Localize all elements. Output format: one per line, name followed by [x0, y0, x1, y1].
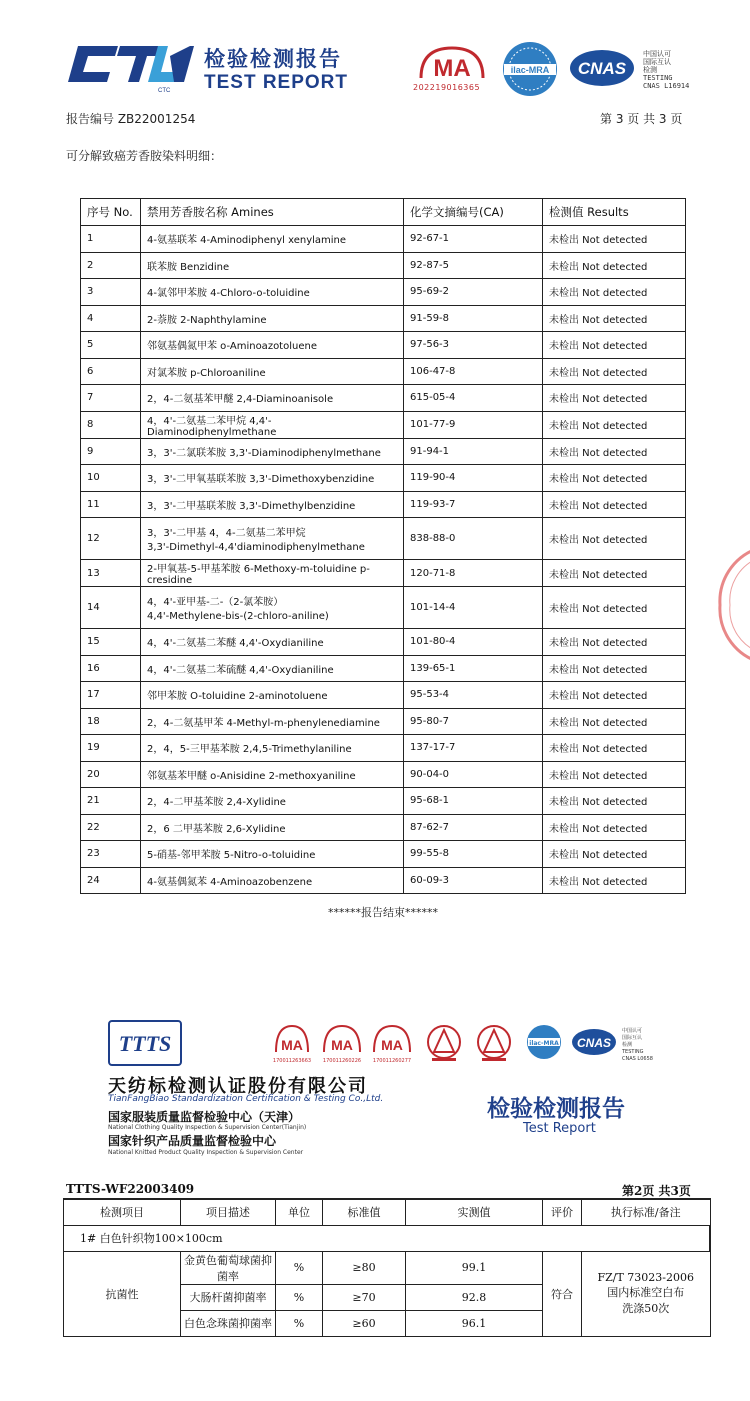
row-ca-number: 91-94-1 — [404, 438, 543, 465]
row-result: 未检出 Not detected — [543, 305, 686, 332]
row-number: 13 — [81, 560, 141, 587]
table-row — [81, 518, 686, 560]
row-number: 7 — [81, 385, 141, 412]
cnas-logo-text: CNAS — [577, 59, 627, 78]
table-row — [81, 465, 686, 492]
svg-text:170011263663: 170011263663 — [272, 1058, 312, 1064]
category-cell: 抗菌性 — [64, 1251, 181, 1336]
cma-logo-text: MA — [433, 55, 471, 82]
row-measured: 96.1 — [406, 1310, 543, 1336]
row-ca-number: 119-93-7 — [404, 491, 543, 518]
row-number: 19 — [81, 735, 141, 762]
row-number: 4 — [81, 305, 141, 332]
row-number: 18 — [81, 708, 141, 735]
row-number: 2 — [81, 252, 141, 279]
table-row — [81, 682, 686, 709]
svg-text:CNAS: CNAS — [576, 1036, 612, 1050]
row-result: 未检出 Not detected — [543, 788, 686, 815]
report2-title-cn: 检验检测报告 — [487, 1095, 625, 1122]
svg-text:中国认可: 中国认可 — [622, 1028, 643, 1034]
row-ca-number: 92-87-5 — [404, 252, 543, 279]
row-ca-number: 95-68-1 — [404, 788, 543, 815]
row-number: 8 — [81, 411, 141, 438]
company-name-cn: 天纺标检测认证股份有限公司 — [108, 1076, 368, 1097]
table-row — [81, 358, 686, 385]
row-unit: % — [276, 1284, 323, 1310]
row-ca-number: 120-71-8 — [404, 560, 543, 587]
table-row — [81, 629, 686, 656]
row-ca-number: 615-05-4 — [404, 385, 543, 412]
row-measured: 99.1 — [406, 1251, 543, 1284]
report2-number: TTTS-WF22003409 — [66, 1182, 195, 1196]
row-amine-name: 4-氯邻甲苯胺 4-Chloro-o-toluidine — [141, 279, 404, 306]
row-amine-name: 2，4-二氨基甲苯 4-Methyl-m-phenylenediamine — [141, 708, 404, 735]
ilac-badge — [527, 1025, 561, 1059]
cma-number: 202219016365 — [413, 83, 481, 92]
table-row — [81, 332, 686, 359]
section-subtitle: 可分解致癌芳香胺染料明细： — [66, 149, 223, 163]
standard-cell: FZ/T 73023-2006 国内标准空白布 洗涤50次 — [582, 1251, 711, 1336]
antibacterial-table — [63, 1198, 711, 1337]
row-number: 10 — [81, 465, 141, 492]
row-result: 未检出 Not detected — [543, 411, 686, 438]
svg-text:170011260277: 170011260277 — [372, 1058, 412, 1064]
row-amine-name: 2，6 二甲基苯胺 2,6-Xylidine — [141, 814, 404, 841]
cma-badge-1 — [273, 1026, 311, 1064]
cnas-logo — [568, 48, 636, 88]
header-result: 检测值 Results — [543, 199, 686, 226]
ctc-logo — [62, 38, 198, 94]
row-amine-name: 2，4-二甲基苯胺 2,4-Xylidine — [141, 788, 404, 815]
center1-name-en: National Clothing Quality Inspection & Supervision Center(Tianjin) — [108, 1124, 307, 1131]
center1-name-cn: 国家服装质量监督检验中心（天津） — [108, 1110, 301, 1124]
accreditation-badges — [272, 1022, 664, 1068]
company-name-en: TianFangBiao Standardization Certification & Testing Co.,Ltd. — [108, 1094, 384, 1104]
row-amine-name: 4，4'-亚甲基-二-（2-氯苯胺） 4,4'-Methylene-bis-(2-chloro-aniline) — [141, 587, 404, 629]
sample-row — [64, 1225, 711, 1251]
company-stamp-partial — [716, 545, 750, 665]
row-result: 未检出 Not detected — [543, 385, 686, 412]
report-title-cn: 检验检测报告 — [204, 47, 342, 71]
center2-name-en: National Knitted Product Quality Inspection & Supervision Center — [108, 1149, 304, 1156]
cal-badge-2 — [478, 1026, 510, 1061]
row-amine-name: 4，4'-二氨基二苯醚 4,4'-Oxydianiline — [141, 629, 404, 656]
row-unit: % — [276, 1251, 323, 1284]
row-result: 未检出 Not detected — [543, 682, 686, 709]
row-result: 未检出 Not detected — [543, 279, 686, 306]
table-row — [81, 655, 686, 682]
table-row — [81, 708, 686, 735]
table-row — [64, 1251, 711, 1284]
table-row — [81, 761, 686, 788]
row-number: 3 — [81, 279, 141, 306]
header-no: 序号 No. — [81, 199, 141, 226]
table-row — [81, 385, 686, 412]
row-desc: 金黄色葡萄球菌抑菌率 — [181, 1251, 276, 1284]
cma-badge-3 — [373, 1026, 411, 1064]
amines-table-body — [81, 226, 686, 894]
header-desc: 项目描述 — [181, 1199, 276, 1225]
row-amine-name: 4，4'-二氨基二苯硫醚 4,4'-Oxydianiline — [141, 655, 404, 682]
end-of-report-mark: ******报告结束****** — [328, 906, 438, 919]
row-result: 未检出 Not detected — [543, 761, 686, 788]
header-amine: 禁用芳香胺名称 Amines — [141, 199, 404, 226]
row-result: 未检出 Not detected — [543, 491, 686, 518]
row-amine-name: 2-萘胺 2-Naphthylamine — [141, 305, 404, 332]
svg-text:TESTING: TESTING — [622, 1049, 644, 1055]
row-amine-name: 3，3'-二甲基联苯胺 3,3'-Dimethylbenzidine — [141, 491, 404, 518]
row-number: 24 — [81, 867, 141, 894]
report-number: 报告编号 ZB22001254 — [66, 112, 196, 126]
report-title-en: TEST REPORT — [204, 72, 349, 93]
table-row — [81, 252, 686, 279]
table-header-row — [81, 199, 686, 226]
row-ca-number: 95-69-2 — [404, 279, 543, 306]
table-row — [81, 279, 686, 306]
row-number: 22 — [81, 814, 141, 841]
row-number: 11 — [81, 491, 141, 518]
ilac-mra-logo — [500, 40, 560, 98]
table-row — [81, 867, 686, 894]
row-number: 23 — [81, 841, 141, 868]
row-ca-number: 106-47-8 — [404, 358, 543, 385]
row-amine-name: 2，4，5-三甲基苯胺 2,4,5-Trimethylaniline — [141, 735, 404, 762]
table-row — [81, 305, 686, 332]
row-amine-name: 邻氨基苯甲醚 o-Anisidine 2-methoxyaniline — [141, 761, 404, 788]
report2-page-info: 第2页 共3页 — [622, 1184, 691, 1198]
row-desc: 白色念珠菌抑菌率 — [181, 1310, 276, 1336]
header-unit: 单位 — [276, 1199, 323, 1225]
row-result: 未检出 Not detected — [543, 587, 686, 629]
row-amine-name: 4，4'-二氨基二苯甲烷 4,4'-Diaminodiphenylmethane — [141, 411, 404, 438]
svg-text:MA: MA — [331, 1037, 353, 1053]
row-amine-name: 4-氨基联苯 4-Aminodiphenyl xenylamine — [141, 226, 404, 253]
row-standard-value: ≥60 — [323, 1310, 406, 1336]
row-number: 14 — [81, 587, 141, 629]
row-result: 未检出 Not detected — [543, 867, 686, 894]
cal-badge-1 — [428, 1026, 460, 1061]
row-result: 未检出 Not detected — [543, 629, 686, 656]
header-measured: 实测值 — [406, 1199, 543, 1225]
svg-text:CNAS L0658: CNAS L0658 — [622, 1056, 653, 1062]
center2-name-cn: 国家针织产品质量监督检验中心 — [108, 1134, 277, 1148]
row-result: 未检出 Not detected — [543, 438, 686, 465]
ctc-logo-text: CTC — [158, 88, 171, 94]
row-ca-number: 137-17-7 — [404, 735, 543, 762]
row-ca-number: 101-77-9 — [404, 411, 543, 438]
svg-text:国际互认: 国际互认 — [622, 1035, 643, 1041]
cnas-info: 中国认可 国际互认 检测 TESTING CNAS L16914 — [643, 50, 690, 90]
row-amine-name: 3，3'-二甲氧基联苯胺 3,3'-Dimethoxybenzidine — [141, 465, 404, 492]
evaluation-cell: 符合 — [543, 1251, 582, 1336]
row-amine-name: 对氯苯胺 p-Chloroaniline — [141, 358, 404, 385]
row-ca-number: 139-65-1 — [404, 655, 543, 682]
svg-text:MA: MA — [281, 1037, 303, 1053]
header-item: 检测项目 — [64, 1199, 181, 1225]
cnas-badge — [572, 1027, 653, 1062]
table-row — [81, 841, 686, 868]
row-amine-name: 联苯胺 Benzidine — [141, 252, 404, 279]
sample-desc: 1# 白色针织物100×100cm — [64, 1225, 711, 1251]
header-standard: 执行标准/备注 — [582, 1199, 711, 1225]
row-number: 6 — [81, 358, 141, 385]
row-number: 15 — [81, 629, 141, 656]
row-result: 未检出 Not detected — [543, 518, 686, 560]
row-amine-name: 邻氨基偶氮甲苯 o-Aminoazotoluene — [141, 332, 404, 359]
row-amine-name: 2-甲氧基-5-甲基苯胺 6-Methoxy-m-toluidine p-cresidine — [141, 560, 404, 587]
row-standard-value: ≥80 — [323, 1251, 406, 1284]
page-info: 第 3 页 共 3 页 — [600, 112, 683, 126]
ttts-logo — [108, 1020, 182, 1066]
table-row — [81, 788, 686, 815]
row-amine-name: 3，3'-二甲基 4，4-二氨基二苯甲烷 3,3'-Dimethyl-4,4'diaminodiphenylmethane — [141, 518, 404, 560]
row-result: 未检出 Not detected — [543, 735, 686, 762]
row-ca-number: 90-04-0 — [404, 761, 543, 788]
row-amine-name: 2，4-二氨基苯甲醚 2,4-Diaminoanisole — [141, 385, 404, 412]
row-measured: 92.8 — [406, 1284, 543, 1310]
row-number: 9 — [81, 438, 141, 465]
svg-text:MA: MA — [381, 1037, 403, 1053]
row-ca-number: 101-80-4 — [404, 629, 543, 656]
row-result: 未检出 Not detected — [543, 655, 686, 682]
row-standard-value: ≥70 — [323, 1284, 406, 1310]
header-standard-value: 标准值 — [323, 1199, 406, 1225]
row-amine-name: 4-氨基偶氮苯 4-Aminoazobenzene — [141, 867, 404, 894]
row-desc: 大肠杆菌抑菌率 — [181, 1284, 276, 1310]
row-number: 5 — [81, 332, 141, 359]
row-ca-number: 92-67-1 — [404, 226, 543, 253]
row-result: 未检出 Not detected — [543, 358, 686, 385]
row-result: 未检出 Not detected — [543, 252, 686, 279]
svg-text:检测: 检测 — [622, 1042, 633, 1048]
svg-text:170011260226: 170011260226 — [322, 1058, 362, 1064]
row-number: 20 — [81, 761, 141, 788]
row-ca-number: 95-53-4 — [404, 682, 543, 709]
row-result: 未检出 Not detected — [543, 841, 686, 868]
table-row — [81, 226, 686, 253]
ttts-logo-text: TTTS — [118, 1031, 172, 1056]
row-ca-number: 60-09-3 — [404, 867, 543, 894]
row-ca-number: 119-90-4 — [404, 465, 543, 492]
row-result: 未检出 Not detected — [543, 708, 686, 735]
table-row — [81, 438, 686, 465]
row-amine-name: 邻甲苯胺 O-toluidine 2-aminotoluene — [141, 682, 404, 709]
table-row — [81, 735, 686, 762]
header-ca: 化学文摘编号(CA) — [404, 199, 543, 226]
report2-title-en: Test Report — [523, 1121, 596, 1136]
row-result: 未检出 Not detected — [543, 332, 686, 359]
table-row — [81, 560, 686, 587]
row-ca-number: 97-56-3 — [404, 332, 543, 359]
ilac-logo-text: ilac-MRA — [510, 65, 550, 75]
row-ca-number: 95-80-7 — [404, 708, 543, 735]
row-ca-number: 99-55-8 — [404, 841, 543, 868]
header-evaluation: 评价 — [543, 1199, 582, 1225]
row-unit: % — [276, 1310, 323, 1336]
table-row — [81, 491, 686, 518]
row-number: 16 — [81, 655, 141, 682]
row-result: 未检出 Not detected — [543, 560, 686, 587]
table-row — [81, 587, 686, 629]
row-ca-number: 91-59-8 — [404, 305, 543, 332]
row-ca-number: 838-88-0 — [404, 518, 543, 560]
row-amine-name: 5-硝基-邻甲苯胺 5-Nitro-o-toluidine — [141, 841, 404, 868]
amines-table — [80, 198, 686, 894]
row-result: 未检出 Not detected — [543, 465, 686, 492]
row-result: 未检出 Not detected — [543, 814, 686, 841]
table-header-row — [64, 1199, 711, 1225]
table-row — [81, 814, 686, 841]
row-amine-name: 3，3'-二氯联苯胺 3,3'-Diaminodiphenylmethane — [141, 438, 404, 465]
row-ca-number: 101-14-4 — [404, 587, 543, 629]
svg-text:ilac-MRA: ilac-MRA — [529, 1040, 559, 1047]
row-number: 17 — [81, 682, 141, 709]
cma-badge-2 — [323, 1026, 361, 1064]
row-number: 1 — [81, 226, 141, 253]
row-number: 21 — [81, 788, 141, 815]
row-result: 未检出 Not detected — [543, 226, 686, 253]
row-ca-number: 87-62-7 — [404, 814, 543, 841]
table-row — [81, 411, 686, 438]
row-number: 12 — [81, 518, 141, 560]
